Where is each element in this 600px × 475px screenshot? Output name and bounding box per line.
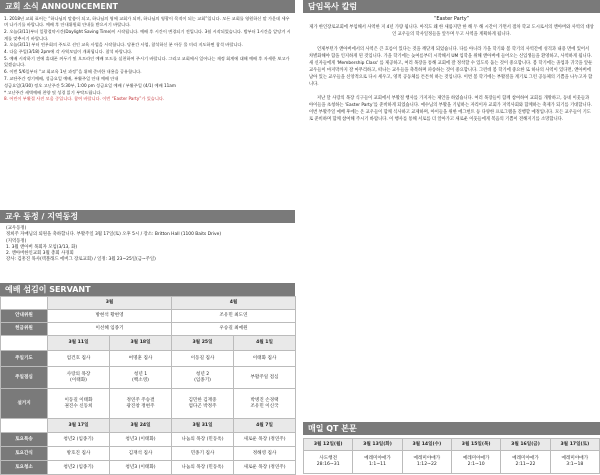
table-cell: 나눔의 목장 (민동옥) <box>172 461 234 475</box>
pastor-paragraph: 언제부턴가 앤아버에서의 사역은 큰 흐름이 있다는 것을 깨닫게 되었습니다. 다름 아니라 가을 학기와 봄 학기의 사역간에 성격과 내용 면에 있어서 차별화해야 함을 인지하게 된 것입니다. 가을 학기에는 늦여름부터 시작해서 UM 입학을 위해 앤아버에 들어오는 신입생들을 환영하고, 사역하게 됩니다. 새 신자들에게 'Membership Class' 를 제공하고, 여러 목장을 통해 교회에 잘 정착할 수 있도록 돕는 것이 중요합니다. 봄 학기에는 졸업과 귀국을 앞둔 교우들이 마지막까지 잘 마무리하고, 떠나는 교우들을 축복하며 파송하는 것이 중요합니다. 그런데 봄 학기에 중요한 또 하나의 사역이 있다면, 앤아버에 남아 있는 교우들을 신앙적으로 다시 세우고, 영적 공동체를 튼튼히 하는 것입니다. 이번 봄 학기에는 부활절을 계기로 그런 공동체의 기쁨을 나누고자 합니다. <box>309 47 593 87</box>
date-header: 3월 24일 <box>110 419 172 433</box>
blank-cell <box>1 297 48 310</box>
qt-passage <box>353 451 402 474</box>
announcement-item: 3. 오늘(3/11) 부터 연우회의 주도로 선인 교육 사업을 시작합니다. 당분간 사업, 참석하신 분 아동 물 미리 지도하면 참석 바랍니다. <box>4 42 243 48</box>
guide-march: 방현석 황현영 <box>48 310 172 323</box>
table-cell: 이동길 집사 <box>172 351 234 367</box>
qt-verse: 3:1~18 <box>566 462 584 467</box>
table-cell: 청년2 (임종기) <box>48 461 110 475</box>
table-cell: 새로운 목장 (정연주) <box>234 433 296 447</box>
announcements-heading: 교회 소식 ANNOUNCEMENT <box>0 0 295 13</box>
table-cell: 이태화 집사 <box>234 351 296 367</box>
date-header: 3월 17일 <box>48 419 110 433</box>
table-cell: 여명훈 집사 <box>110 351 172 367</box>
qt-date: 3월 12일(월) <box>304 439 353 451</box>
row-label: 토요청소 <box>1 461 48 475</box>
table-cell: 정연주 주승결 광진창 정현주 <box>110 389 172 419</box>
date-header: 3월 25일 <box>172 336 234 351</box>
service-heading: 예배 섬김이 SERVANT <box>0 283 295 296</box>
qt-verse: 28:16~31 <box>316 462 340 467</box>
qt-book: 예레미야애가 <box>364 456 391 461</box>
announcements-list <box>0 13 295 210</box>
table-cell: 청년3 (이태화) <box>110 433 172 447</box>
qt-passage <box>451 451 500 474</box>
row-label: 헌금위원 <box>1 323 48 336</box>
qt-book: 예레미야애가 <box>462 456 490 461</box>
announcement-item-highlight: 8. 어린이 부활절 사진 모음 중입니다. 참여 바랍니다. 이번 “Easter Party”가 있습니다. <box>4 96 165 102</box>
qt-book: 예레미야애가 <box>512 456 539 461</box>
table-cell: 사랑의 목장 (이태화) <box>48 367 110 389</box>
announcement-item: 7. 교단주간 정기예배, 성금요일 예배, 부활주일 안내 예배 안내 <box>4 76 119 81</box>
qt-date: 3월 16일(금) <box>501 439 550 451</box>
offering-march: 이선혜 임종기 <box>48 323 172 336</box>
qt-book: 예레미야애가 <box>413 456 441 461</box>
pastor-column-body <box>303 22 600 342</box>
qt-passage <box>501 451 550 474</box>
table-cell: 김민한 김재중 엄다곤 박정주 <box>172 389 234 419</box>
blank-cell <box>1 419 48 433</box>
month-header: 4월 <box>172 297 296 310</box>
announcement-item: * 고난주간 새벽예배 찬양 및 성경 읽기 부탁드립니다. <box>4 89 102 95</box>
table-cell: 이동길 이태화 권진수 신동희 <box>48 389 110 419</box>
pastor-paragraph: 저난 달 사랑의 목장 식구들이 교회에서 부활절 행사를 가지자는 제안을 하였습니다. 여러 목장들이 함께 참여하여 교회를 개방하고, 동네 이웃들과 아이들을 초청하는 ‘Easter Party’를 준비하게 되었습니다. 예수님의 부활을 기념하는 자리이자 교회가 지역사회와 함께하는 축제가 되기를 기대합니다. 이번 부활주일 예배 후에는 온 교우들이 함께 식사하고 교제하며, 아이들을 위한 에그헌트 등 다양한 프로그램을 진행할 예정입니다. 모든 교우들이 기도로 준비하며 함께 참여해 주시기 바랍니다. 이 행사를 통해 서로를 더 알아가고 새로운 이웃들에게 복음의 기쁨이 전해지기를 소망합니다. <box>309 96 593 122</box>
row-label: 주일점심 <box>1 367 48 389</box>
table-cell: 민종기 집사 <box>172 447 234 461</box>
table-cell: 청년3 (이태화) <box>110 461 172 475</box>
row-label: 토요간식 <box>1 447 48 461</box>
announcement-item: 1. 2018년 교회 표어는 “하나님의 말씀이 되고, 하나님의 영에 교회가 되며, 하나님의 영광이 목적이 되는 교회”입니다. 모든 교회를 영원하신 말 가운데 세우며 나가기를 바랍니다. 예배 후 안내위원회 안내를 받으시기 바랍니다. <box>4 16 290 28</box>
month-header: 3월 <box>48 297 172 310</box>
left-column <box>0 0 295 470</box>
fellowship-line: 정희주 자매님의 퇴원을 축하합니다. 부활주일 3월 17일(토) 오후 5시 / 장소: Britton Hall (1100 Baits Drive) <box>6 232 222 238</box>
fellowship-info <box>0 223 295 283</box>
service-table <box>0 296 296 475</box>
qt-table <box>303 438 600 474</box>
table-cell: 부활주일 점심 <box>234 367 296 389</box>
qt-passage <box>550 451 599 474</box>
table-cell: 방호진 집사 <box>48 447 110 461</box>
qt-date: 3월 13일(화) <box>353 439 402 451</box>
qt-verse: 1:12~22 <box>416 462 437 467</box>
table-cell: 김재석 집사 <box>110 447 172 461</box>
date-header: 3월 18일 <box>110 336 172 351</box>
pastor-column-heading: 담임목사 칼럼 <box>303 0 600 13</box>
row-label: 설거지 <box>1 389 48 419</box>
table-cell: 청년 1 (백소영) <box>110 367 172 389</box>
offering-april: 우승길 최예원 <box>172 323 296 336</box>
fellowship-line: 2. 앤아버한인교회 3월 총회 사경회 <box>6 251 74 257</box>
date-header: 4월 7일 <box>234 419 296 433</box>
guide-april: 조유민 최도연 <box>172 310 296 323</box>
pastor-column-subtitle: “Easter Party” <box>433 16 470 22</box>
qt-verse: 1:1~11 <box>368 462 387 467</box>
table-cell: 나눔의 목장 (민동옥) <box>172 433 234 447</box>
fellowship-line: (지역동정) <box>6 238 27 244</box>
right-column <box>303 0 600 467</box>
qt-heading: 매일 QT 본문 <box>303 422 600 435</box>
fellowship-heading: 교우 동정 / 지역동정 <box>0 210 295 223</box>
fellowship-line: (교우동정) <box>6 226 27 231</box>
qt-date: 3월 17일(토) <box>550 439 599 451</box>
qt-passage <box>304 451 353 474</box>
announcement-item: 2. 오늘(3/11)부터 일광절약시간(Daylight Saving Time)이 시작됩니다. 예배 후 시간이 변경되기 전입니다. 3월 시작되었습니다. 밤부터 1시간을 앞당겨 시계를 맞추시기 바랍니다. <box>4 29 291 41</box>
table-cell: 청년2 (임종기) <box>48 433 110 447</box>
pastor-paragraph: 제가 한인장로교회에 부임해서 사역한 지 4년 가량 됩니다. 아직도 왜 한 새롭지만 한 해 두 해 시간이 가면서 점차 학교 도시로서의 앤아버와 사역의 대상인 교우들의 학사일정들을 앞두며 두고 사역을 계획하게 됩니다. <box>309 25 594 37</box>
blank-cell <box>1 336 48 351</box>
row-label: 주일기도 <box>1 351 48 367</box>
fellowship-line: 강사: 김흥진 목사(덱볼래드 에버그 장로교회) / 일정: 3월 23~25일(금~주일) <box>6 257 156 263</box>
qt-book: 사도행전 <box>319 456 338 461</box>
announcement-item: 5. 예배 시작하기 전에 휴대폰 꺼두기 및 오프라인 예배 모드를 실천하여 주시기 바랍니다. 그리고 교회에서 일어나는 재정 회계에 대해 예배 후 자세한 보고가 있겠습니다. <box>4 56 290 68</box>
date-header: 4월 1일 <box>234 336 296 351</box>
announcement-item: 4. 다음 주일(3/18) 2pm에 각 사역모임이 개최됩니다. 참석 바랍니다. <box>4 49 133 55</box>
row-label: 안내위원 <box>1 310 48 323</box>
qt-book: 예레미야애가 <box>561 456 589 461</box>
row-label: 토요특송 <box>1 433 48 447</box>
table-cell: 엄건호 집사 <box>48 351 110 367</box>
table-cell: 박병진 손경택 조유민 이신국 <box>234 389 296 419</box>
date-header: 3월 31일 <box>172 419 234 433</box>
announcement-item: 성금요일(3/30) 정오 고난주간 5:30부, 1:00 pm 성금요일 예배 / 부활주일 (4/1) 예배 11am <box>4 82 176 88</box>
table-cell: 정해영 집사 <box>234 447 296 461</box>
table-cell: 청년 2 (임종기) <box>172 367 234 389</box>
table-cell: 새로운 목장 (정연주) <box>234 461 296 475</box>
qt-verse: 2:11~22 <box>515 462 536 467</box>
qt-passage <box>402 451 451 474</box>
date-header: 3월 11일 <box>48 336 110 351</box>
announcement-item: 6. 이번 5/6일부터 “교 회교육 1년 과정”을 위해 준비한 내용을 공유합니다. <box>4 69 142 75</box>
qt-date: 3월 14일(수) <box>402 439 451 451</box>
qt-date: 3월 15일(목) <box>451 439 500 451</box>
qt-verse: 2:1~10 <box>467 462 485 467</box>
fellowship-line: 1. 3월 앤아버 목회자 모임(3/13, 화) <box>6 244 78 250</box>
